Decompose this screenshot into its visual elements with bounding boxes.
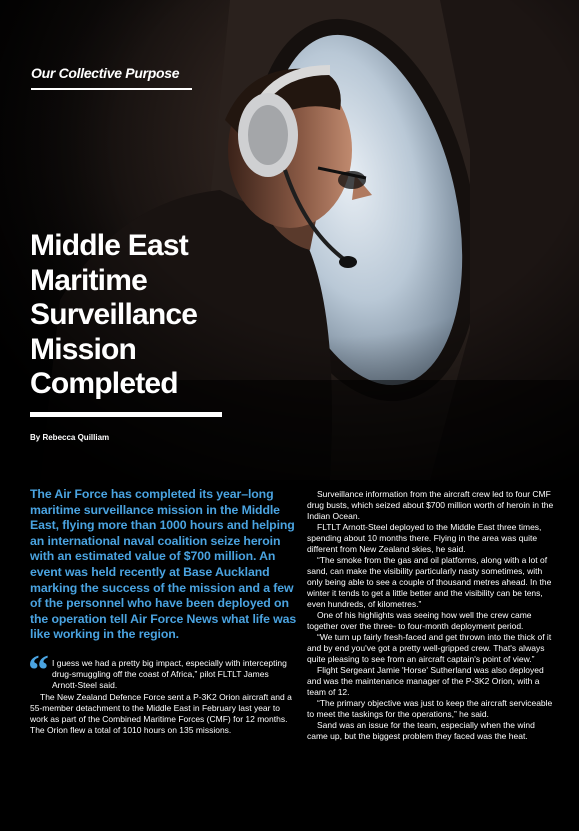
section-label: Our Collective Purpose: [31, 65, 180, 81]
body-paragraph: Flight Sergeant Jamie 'Horse' Sutherland was also deployed and was the maintenance manager of the P-3K2 Orion, with a team of 12.: [307, 665, 544, 697]
body-paragraph: “The smoke from the gas and oil platforms, along with a lot of sand, can make the visibility particularly nasty sometimes, with only being able to see a couple of thousand metres ahead. In the winter it tends to get a little better and the visibility can be tens, even hundreds, of kilometres.”: [307, 555, 552, 609]
article-title: [30, 229, 197, 402]
body-paragraph: “We turn up fairly fresh-faced and get thrown into the thick of it and by end you've got a pretty well-gripped crew. That's always quite pleasing to see from an aircraft captain's point of view.”: [307, 632, 552, 664]
pull-quote: I guess we had a pretty big impact, especially with intercepting drug-smuggling off the coast of Africa,” pilot FLTLT James Arnott-Steel said.: [52, 658, 287, 690]
title-line: Surveillance: [30, 298, 198, 331]
body-paragraph: “The primary objective was just to keep the aircraft serviceable to meet the taskings for the operations,” he said.: [307, 698, 553, 719]
quote-mark: “: [28, 648, 49, 694]
right-column: [307, 489, 555, 742]
body-paragraph: The New Zealand Defence Force sent a P-3K2 Orion aircraft and a 55-member detachment to the Middle East in February last year to work as part of the Combined Maritime Forces (CMF) for 12 months. The Orion flew a total of 1010 hours on 135 missions.: [30, 692, 292, 735]
lede-paragraph: The Air Force has completed its year–long maritime surveillance mission in the Middle East, flying more than 1000 hours and helping an international naval coalition seize heroin with an estimated value of $700 million. An event was held recently at Base Auckland marking the success of the mission and a few of the personnel who have been deployed on the operation tell Air Force News what life was like working in the region.: [30, 487, 297, 642]
body-paragraph: Surveillance information from the aircraft crew led to four CMF drug busts, which seized about $700 million worth of heroin in the Indian Ocean.: [307, 489, 554, 521]
title-line: Maritime: [30, 263, 147, 297]
body-paragraph: FLTLT Arnott-Steel deployed to the Middle East three times, spending about 10 months there. Flying in the area was quite different from New Zealand skies, he said.: [307, 522, 542, 554]
title-line: Middle East: [30, 229, 188, 262]
byline: By Rebecca Quilliam: [30, 433, 110, 442]
title-line: Completed: [30, 367, 178, 400]
body-paragraph: One of his highlights was seeing how well the crew came together over the three- to four-month deployment period.: [307, 610, 532, 631]
title-divider: [30, 412, 222, 417]
title-line: Mission: [30, 332, 137, 366]
body-paragraph: Sand was an issue for the team, especially when the wind came up, but the biggest problem they faced was the heat.: [307, 720, 535, 741]
section-label-underline: [31, 88, 192, 90]
